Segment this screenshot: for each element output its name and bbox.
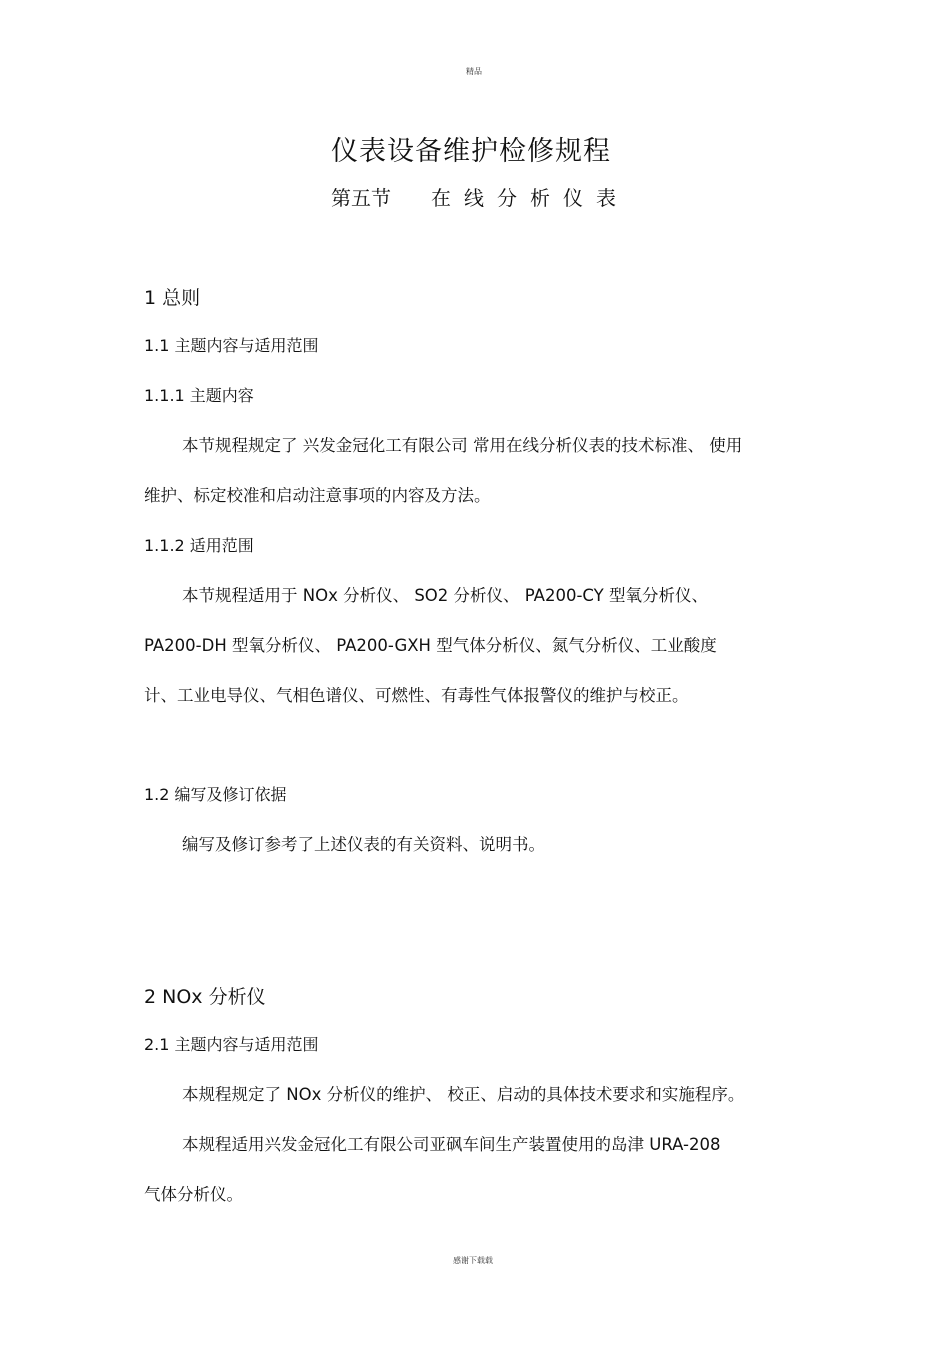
heading-2-1: 2.1 主题内容与适用范围 xyxy=(144,1035,319,1054)
heading-1-2: 1.2 编写及修订依据 xyxy=(144,785,287,804)
paragraph-2-1-2-line-1: 本规程适用兴发金冠化工有限公司亚砜车间生产装置使用的岛津 URA-208 xyxy=(182,1135,721,1154)
document-title: 仪表设备维护检修规程 xyxy=(331,136,611,167)
paragraph-1-1-1-line-1: 本节规程规定了 兴发金冠化工有限公司 常用在线分析仪表的技术标准、 使用 xyxy=(182,436,743,455)
header-mark: 精品 xyxy=(466,67,482,76)
heading-1-1-1: 1.1.1 主题内容 xyxy=(144,386,254,405)
paragraph-2-1-1-line-1: 本规程规定了 NOx 分析仪的维护、 校正、启动的具体技术要求和实施程序。 xyxy=(182,1085,745,1104)
paragraph-1-1-2-line-3: 计、工业电导仪、气相色谱仪、可燃性、有毒性气体报警仪的维护与校正。 xyxy=(144,686,689,705)
paragraph-1-1-2-line-1: 本节规程适用于 NOx 分析仪、 SO2 分析仪、 PA200-CY 型氧分析仪、 xyxy=(182,586,708,605)
heading-2: 2 NOx 分析仪 xyxy=(144,986,266,1008)
paragraph-1-2-line-1: 编写及修订参考了上述仪表的有关资料、说明书。 xyxy=(182,835,545,854)
paragraph-2-1-2-line-2: 气体分析仪。 xyxy=(144,1185,243,1204)
heading-1: 1 总则 xyxy=(144,287,201,309)
section-label: 第五节 xyxy=(331,186,391,210)
paragraph-1-1-2-line-2: PA200-DH 型氧分析仪、 PA200-GXH 型气体分析仪、氮气分析仪、工业酸度 xyxy=(144,636,717,655)
footer-mark: 感谢下载载 xyxy=(453,1256,493,1265)
heading-1-1-2: 1.1.2 适用范围 xyxy=(144,536,254,555)
heading-1-1: 1.1 主题内容与适用范围 xyxy=(144,336,319,355)
section-name: 在线分析仪表 xyxy=(431,186,629,210)
paragraph-1-1-1-line-2: 维护、标定校准和启动注意事项的内容及方法。 xyxy=(144,486,491,505)
